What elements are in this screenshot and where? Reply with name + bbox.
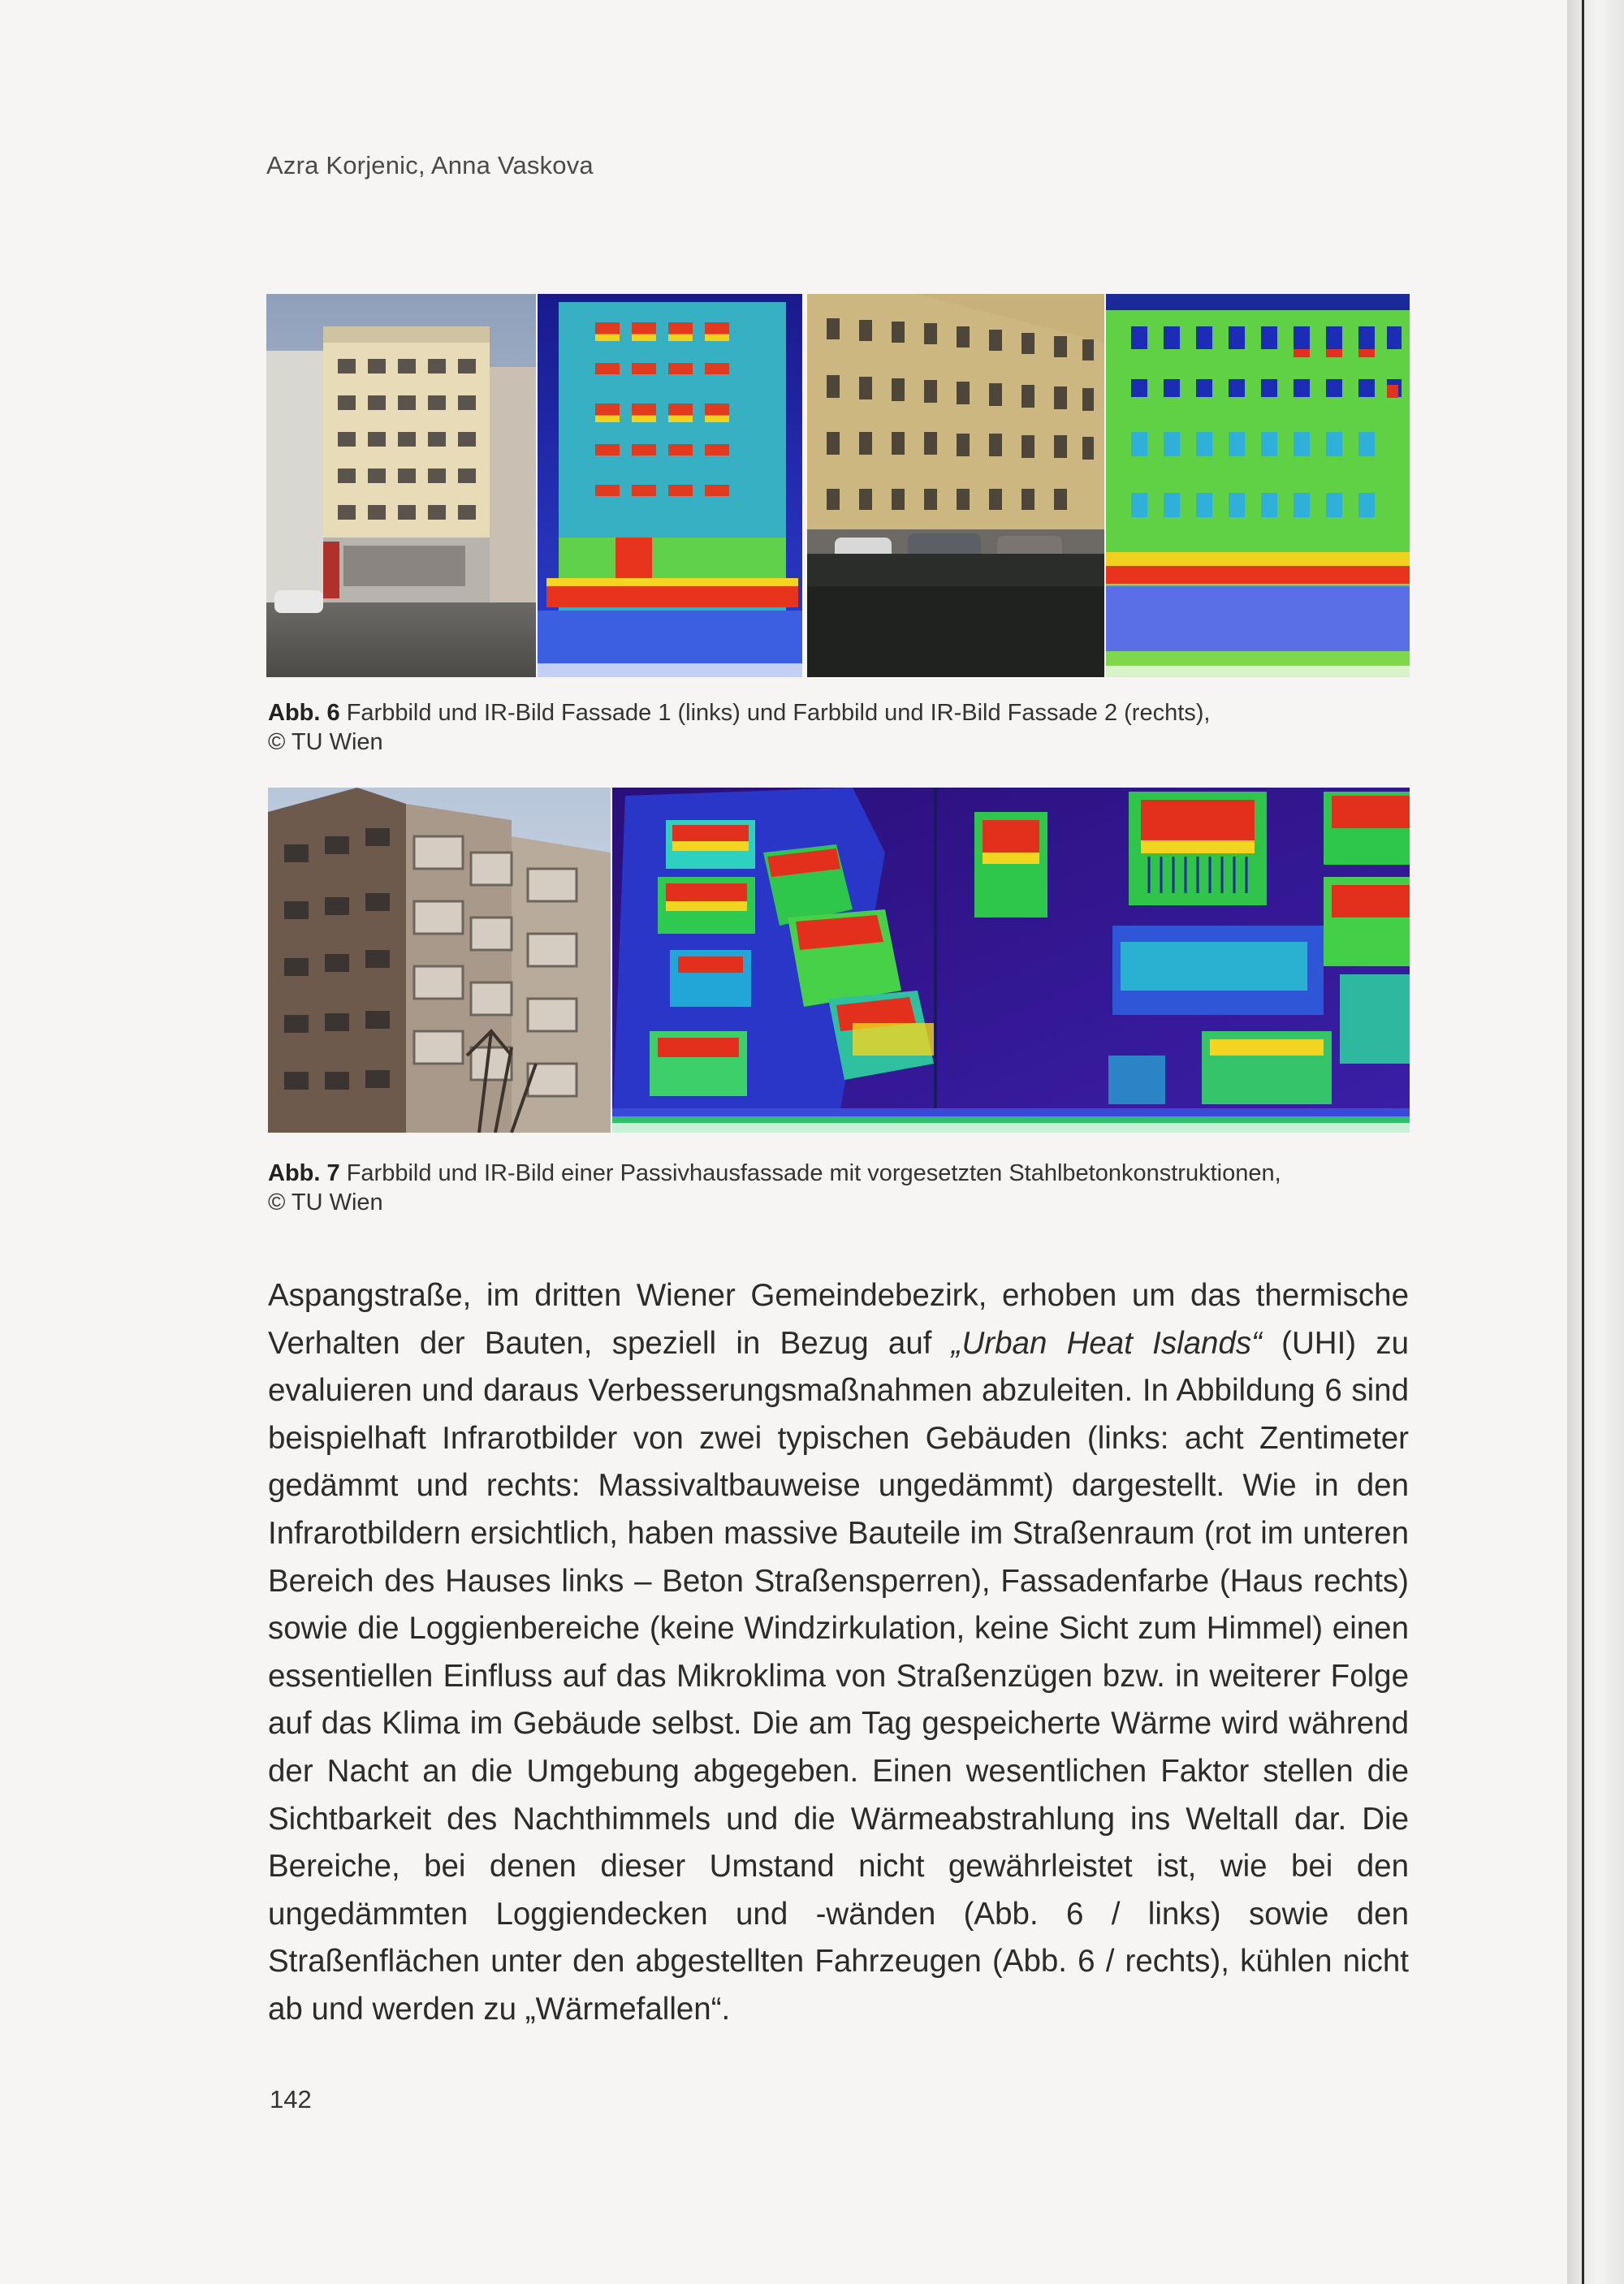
body-text-italic-term: „Urban Heat Islands“ <box>951 1325 1262 1361</box>
photo-facade-2 <box>807 294 1104 677</box>
figure-7-images <box>268 788 1410 1133</box>
page-number: 142 <box>270 2085 312 2113</box>
ir-image-facade-1 <box>538 294 802 677</box>
figure-6-credit: © TU Wien <box>268 729 383 755</box>
figure-6-caption <box>268 698 1421 757</box>
ir-image-facade-2 <box>1106 294 1410 677</box>
figure-6-caption-text: Farbbild und IR-Bild Fassade 1 (links) und Farbbild und IR-Bild Fassade 2 (rechts), <box>346 700 1211 726</box>
figure-6-images <box>266 294 1410 677</box>
body-text-part-2: (UHI) zu evaluieren und daraus Verbesserungsmaßnahmen abzuleiten. In Abbildung 6 sind beispielhaft Infrarotbilder von zwei typischen Gebäuden (links: acht Zentimeter gedämmt und rechts: Massivaltbauweise ungedämmt) dargestellt. Wie in den Infrarotbildern ersichtlich, haben massive Bauteile im Straßenraum (rot im unteren Bereich des Hauses links – Beton Straßensperren), Fassadenfarbe (Haus rechts) sowie die Loggienbereiche (keine Windzirkulation, keine Sicht zum Himmel) einen essentiellen Einfluss auf das Mikroklima von Straßenzügen bzw. in weiterer Folge auf das Klima im Gebäude selbst. Die am Tag gespeicherte Wärme wird während der Nacht an die Umgebung abgegeben. Einen wesentlichen Faktor stellen die Sichtbarkeit des Nachthimmels und die Wärmeabstrahlung ins Weltall dar. Die Bereiche, bei denen dieser Umstand nicht gewährleistet ist, wie bei den ungedämmten Loggiendecken und -wänden (Abb. 6 / links) sowie den Straßenflächen unter den abgestellten Fahrzeugen (Abb. 6 / rechts), kühlen nicht ab und werden zu „Wärmefallen“. <box>268 1325 1409 2027</box>
figure-7-caption <box>268 1159 1421 1217</box>
figure-6-label: Abb. 6 <box>268 700 340 726</box>
photo-facade-1 <box>266 294 536 677</box>
body-text-part-1: Aspangstraße, im dritten Wiener Gemeindebezirk, erhoben um das thermische Verhalten der Bauten, speziell in Bezug auf <box>268 1278 1409 1361</box>
running-head-authors: Azra Korjenic, Anna Vaskova <box>266 151 594 179</box>
figure-7-credit: © TU Wien <box>268 1189 383 1215</box>
figure-7-caption-text: Farbbild und IR-Bild einer Passivhausfassade mit vorgesetzten Stahlbetonkonstruktionen, <box>346 1160 1281 1186</box>
figure-7-label: Abb. 7 <box>268 1160 340 1186</box>
photo-passive-house-facade <box>268 788 611 1133</box>
book-gutter <box>1567 0 1624 2284</box>
body-paragraph <box>268 1272 1409 2034</box>
book-edge <box>1582 0 1584 2284</box>
ir-image-passive-house-facade <box>612 788 1410 1133</box>
